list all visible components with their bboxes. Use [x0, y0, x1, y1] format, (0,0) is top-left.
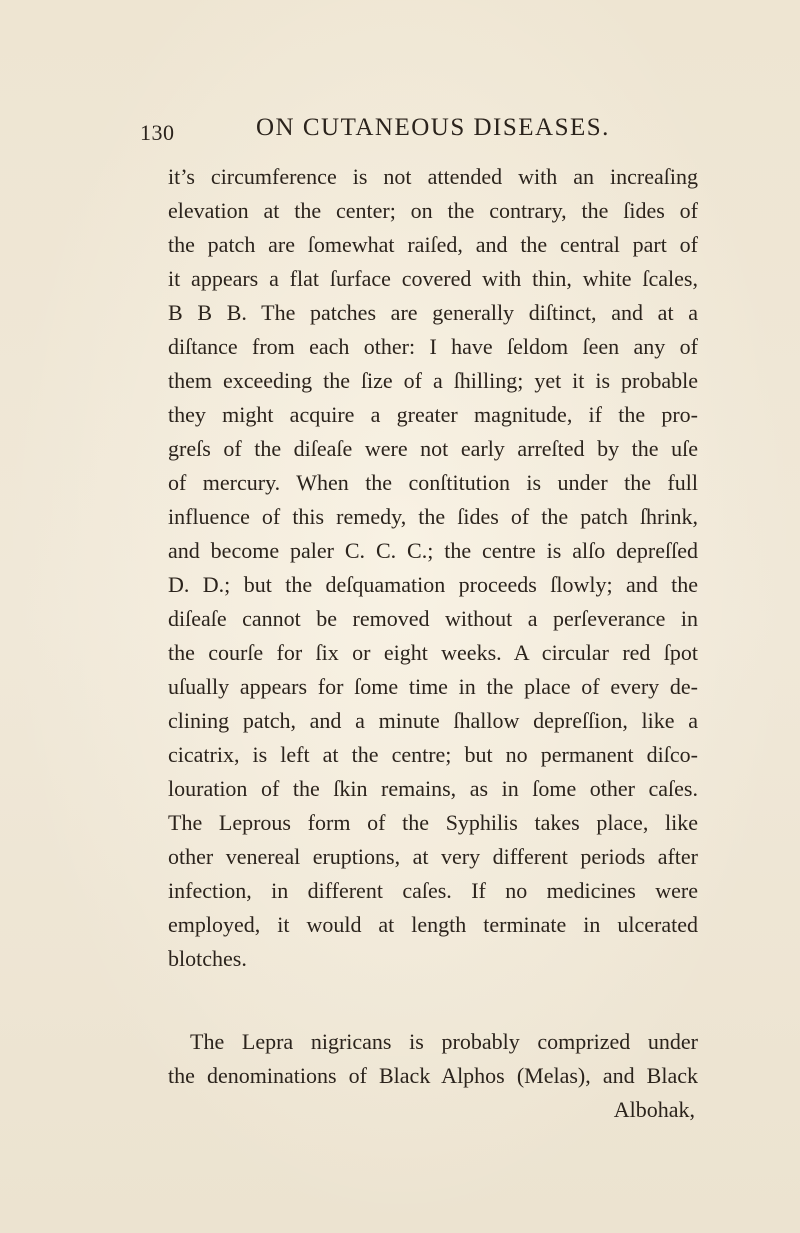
text-line: The Lepra nigricans is probably comprized under — [190, 1029, 698, 1054]
text-line: of mercury. When the conſtitution is under the full — [168, 470, 698, 495]
text-line: greſs of the diſeaſe were not early arreſted by the uſe — [168, 436, 698, 461]
page-number: 130 — [140, 120, 175, 145]
catchword: Albohak, — [613, 1097, 695, 1122]
text-line: diſtance from each other: I have ſeldom ſeen any of — [168, 334, 698, 359]
text-line: them exceeding the ſize of a ſhilling; yet it is probable — [168, 368, 698, 393]
paragraph-2 — [168, 1025, 698, 1059]
text-line: the patch are ſomewhat raiſed, and the central part of — [168, 232, 698, 257]
text-line: elevation at the center; on the contrary, the ſides of — [168, 198, 698, 223]
text-line: employed, it would at length terminate in ulcerated — [168, 912, 698, 937]
text-line: the denominations of Black Alphos (Melas), and Black — [168, 1063, 698, 1088]
paragraph-gap — [168, 976, 698, 1025]
text-line: it’s circumference is not attended with an increaſing — [168, 164, 698, 189]
text-line: cicatrix, is left at the centre; but no permanent diſco- — [168, 742, 698, 767]
running-title: ON CUTANEOUS DISEASES. — [256, 114, 610, 141]
paragraph-2-cont — [168, 1059, 698, 1093]
text-line: they might acquire a greater magnitude, if the pro- — [168, 402, 698, 427]
text-line: The Leprous form of the Syphilis takes place, like — [168, 810, 698, 835]
running-head — [140, 114, 730, 150]
text-line: and become paler C. C. C.; the centre is alſo depreſſed — [168, 538, 698, 563]
text-line: clining patch, and a minute ſhallow depreſſion, like a — [168, 708, 698, 733]
text-line: it appears a flat ſurface covered with thin, white ſcales, — [168, 266, 698, 291]
text-line: the courſe for ſix or eight weeks. A circular red ſpot — [168, 640, 698, 665]
text-line: other venereal eruptions, at very different periods after — [168, 844, 698, 869]
text-line: louration of the ſkin remains, as in ſome other caſes. — [168, 776, 698, 801]
text-line: diſeaſe cannot be removed without a perſeverance in — [168, 606, 698, 631]
paragraph-1 — [168, 160, 698, 976]
body-text — [168, 160, 698, 1127]
text-line: D. D.; but the deſquamation proceeds ſlowly; and the — [168, 572, 698, 597]
text-line: B B B. The patches are generally diſtinct, and at a — [168, 300, 698, 325]
text-line: infection, in different caſes. If no medicines were — [168, 878, 698, 903]
text-line: influence of this remedy, the ſides of the patch ſhrink, — [168, 504, 698, 529]
text-line: uſually appears for ſome time in the place of every de- — [168, 674, 698, 699]
text-line: blotches. — [168, 946, 247, 971]
